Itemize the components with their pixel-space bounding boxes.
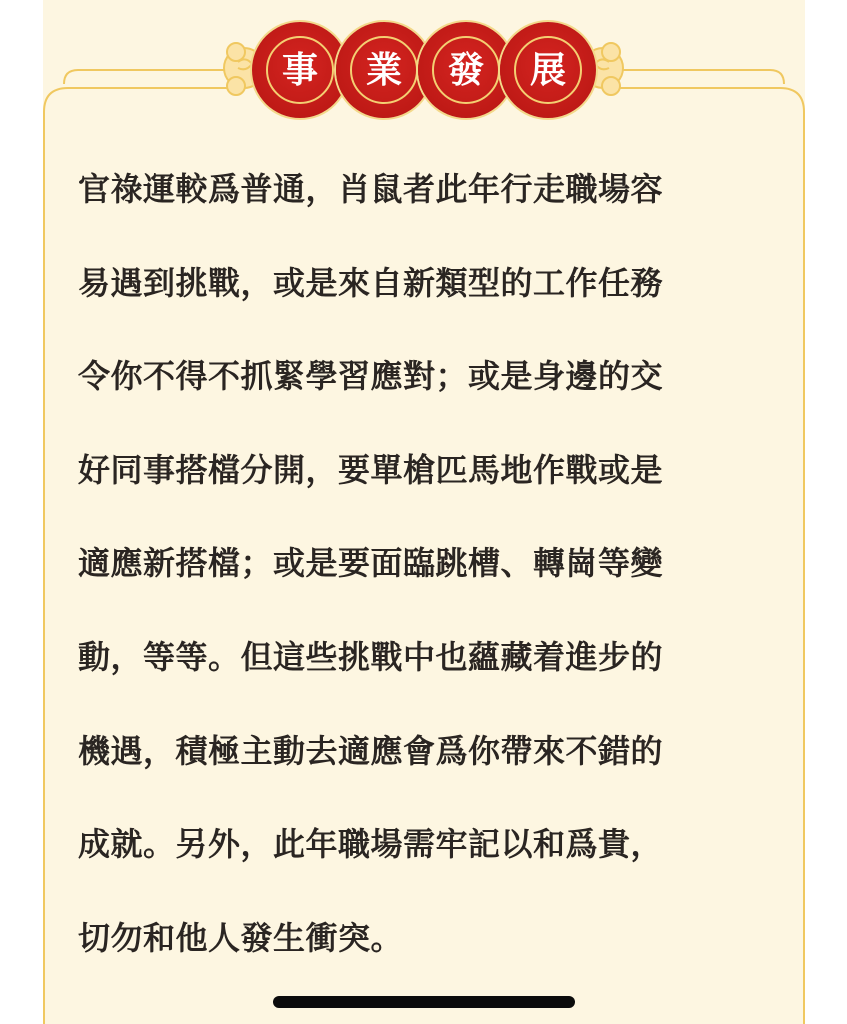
text-line: 成就。另外，此年職場需牢記以和爲貴， (78, 825, 664, 864)
frame-rail-left (64, 70, 232, 84)
text-line: 機遇，積極主動去適應會爲你帶來不錯的 (78, 731, 664, 770)
section-title (252, 22, 596, 120)
frame-rail-right (616, 70, 784, 84)
title-char: 事 (281, 49, 318, 91)
text-line: 動，等等。但這些挑戰中也蘊藏着進步的 (78, 637, 664, 676)
text-line: 好同事搭檔分開，要單槍匹馬地作戰或是 (78, 450, 664, 489)
title-char: 業 (365, 49, 402, 91)
title-char: 發 (447, 49, 484, 91)
title-char: 展 (529, 49, 566, 91)
text-line: 切勿和他人發生衝突。 (78, 918, 404, 957)
text-line: 官祿運較爲普通，肖鼠者此年行走職場容 (78, 170, 664, 208)
text-line: 易遇到挑戰，或是來自新類型的工作任務 (78, 263, 664, 302)
fortune-body-text (78, 143, 778, 985)
text-line: 適應新搭檔；或是要面臨跳槽、轉崗等變 (78, 544, 664, 583)
home-indicator[interactable] (273, 996, 575, 1008)
title-badge (500, 22, 596, 118)
text-line: 令你不得不抓緊學習應對；或是身邊的交 (78, 357, 664, 396)
title-badge (252, 22, 348, 118)
